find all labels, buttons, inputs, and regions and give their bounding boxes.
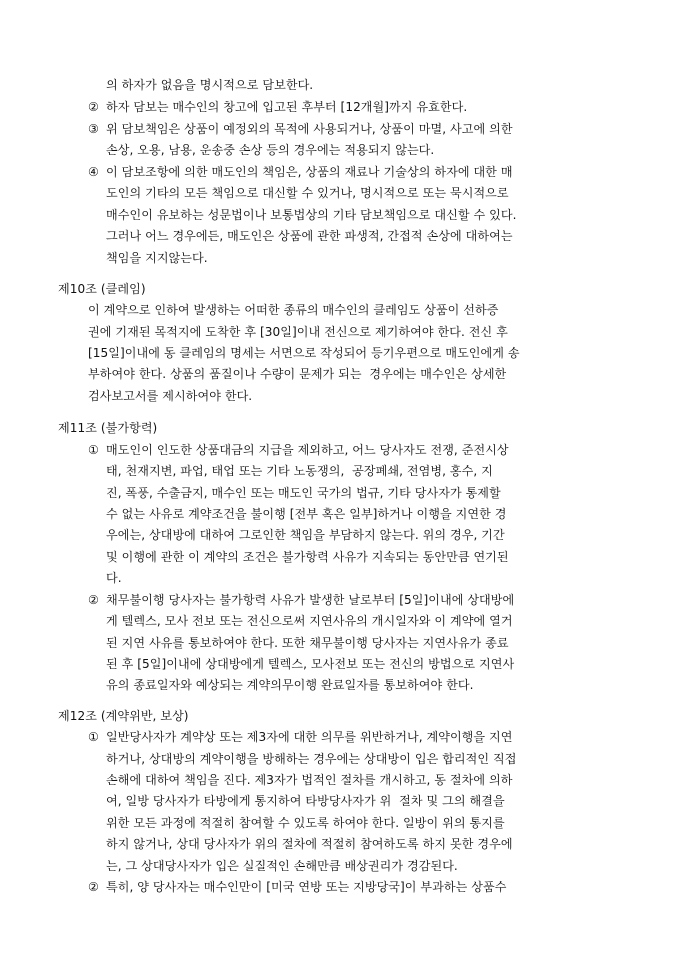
text-line: 매수인이 유보하는 성문법이나 보통법상의 기타 담보책임으로 대신할 수 있다.: [106, 208, 517, 222]
text-line: 그러나 어느 경우에든, 매도인은 상품에 관한 파생적, 간접적 손상에 대하여는: [106, 229, 513, 243]
text-line: 하거나, 상대방의 계약이행을 방해하는 경우에는 상대방이 입은 합리적인 직접: [106, 752, 517, 766]
text-line: 책임을 지지않는다.: [106, 251, 208, 265]
text-line: 다.: [106, 571, 122, 585]
item-number: ②: [88, 100, 99, 114]
article-heading: 제11조 (불가항력): [58, 421, 158, 435]
text-line: 권에 기재된 목적지에 도착한 후 [30일]이내 전신으로 제기하여야 한다. 전신 후: [88, 325, 508, 339]
text-line: 진, 폭풍, 수출금지, 매수인 또는 매도인 국가의 법규, 기타 당사자가 통제할: [106, 486, 501, 500]
item-number: ①: [88, 730, 99, 744]
text-line: 위 담보책임은 상품이 예정외의 목적에 사용되거나, 상품이 마멸, 사고에 의한: [106, 122, 513, 136]
text-line: 하지 않거나, 상대 당사자가 위의 절차에 적절히 참여하도록 하지 못한 경우에: [106, 837, 513, 851]
text-line: 및 이행에 관한 이 계약의 조건은 불가항력 사유가 지속되는 동안만큼 연기된: [106, 550, 509, 564]
text-line: 손해에 대하여 책임을 진다. 제3자가 법적인 절차를 개시하고, 동 절차에 의하: [106, 773, 513, 787]
text-line: 도인의 기타의 모든 책임으로 대신할 수 있거나, 명시적으로 또는 묵시적으로: [106, 186, 509, 200]
item-number: ②: [88, 593, 99, 607]
text-line: 여, 일방 당사자가 타방에게 통지하여 타방당사자가 위 절차 및 그의 해결을: [106, 794, 505, 808]
text-line: 채무불이행 당사자는 불가항력 사유가 발생한 날로부터 [5일]이내에 상대방에: [106, 593, 515, 607]
text-line: 수 없는 사유로 계약조건을 불이행 [전부 혹은 일부]하거나 이행을 지연한 경: [106, 507, 507, 521]
text-line: 일반당사자가 계약상 또는 제3자에 대한 의무를 위반하거나, 계약이행을 지연: [106, 730, 513, 744]
text-line: 매도인이 인도한 상품대금의 지급을 제외하고, 어느 당사자도 전쟁, 준전시상: [106, 443, 509, 457]
text-line: 이 담보조항에 의한 매도인의 책임은, 상품의 재료나 기술상의 하자에 대한 매: [106, 165, 513, 179]
text-line: 유의 종료일자와 예상되는 계약의무이행 완료일자를 통보하여야 한다.: [106, 678, 474, 692]
article-heading: 제12조 (계약위반, 보상): [58, 709, 189, 723]
text-line: 된 지연 사유를 통보하여야 한다. 또한 채무불이행 당사자는 지연사유가 종료: [106, 636, 509, 650]
item-number: ③: [88, 122, 99, 136]
text-line: 된 후 [5일]이내에 상대방에게 텔렉스, 모사전보 또는 전신의 방법으로 지연사: [106, 657, 515, 671]
text-line: 태, 천재지변, 파업, 태업 또는 기타 노동쟁의, 공장폐쇄, 전염병, 홍수, 지: [106, 464, 493, 478]
text-line: 위한 모든 과정에 적절히 참여할 수 있도록 하여야 한다. 일방이 위의 통지를: [106, 816, 505, 830]
text-line: 게 텔렉스, 모사 전보 또는 전신으로써 지연사유의 개시일자와 이 계약에 열거: [106, 614, 513, 628]
item-number: ①: [88, 443, 99, 457]
text-line: 우에는, 상대방에 대하여 그로인한 책임을 부담하지 않는다. 위의 경우, 기간: [106, 528, 505, 542]
text-line: 특히, 양 당사자는 매수인만이 [미국 연방 또는 지방당국]이 부과하는 상품수: [106, 880, 507, 894]
item-number: ④: [88, 165, 99, 179]
text-line: 이 계약으로 인하여 발생하는 어떠한 종류의 매수인의 클레임도 상품이 선하증: [88, 303, 499, 317]
item-number: ②: [88, 880, 99, 894]
text-line: 검사보고서를 제시하여야 한다.: [88, 389, 253, 403]
text-line: 의 하자가 없음을 명시적으로 담보한다.: [106, 78, 314, 92]
text-line: 는, 그 상대당사자가 입은 실질적인 손해만큼 배상권리가 경감된다.: [106, 859, 458, 873]
text-line: 하자 담보는 매수인의 창고에 입고된 후부터 [12개월]까지 유효한다.: [106, 100, 468, 114]
article-heading: 제10조 (클레임): [58, 282, 146, 296]
text-line: 손상, 오용, 남용, 운송중 손상 등의 경우에는 적용되지 않는다.: [106, 143, 435, 157]
text-line: 부하여야 한다. 상품의 품질이나 수량이 문제가 되는 경우에는 매수인은 상세한: [88, 367, 507, 381]
text-line: [15일]이내에 동 클레임의 명세는 서면으로 작성되어 등기우편으로 매도인에게 송: [88, 346, 520, 360]
